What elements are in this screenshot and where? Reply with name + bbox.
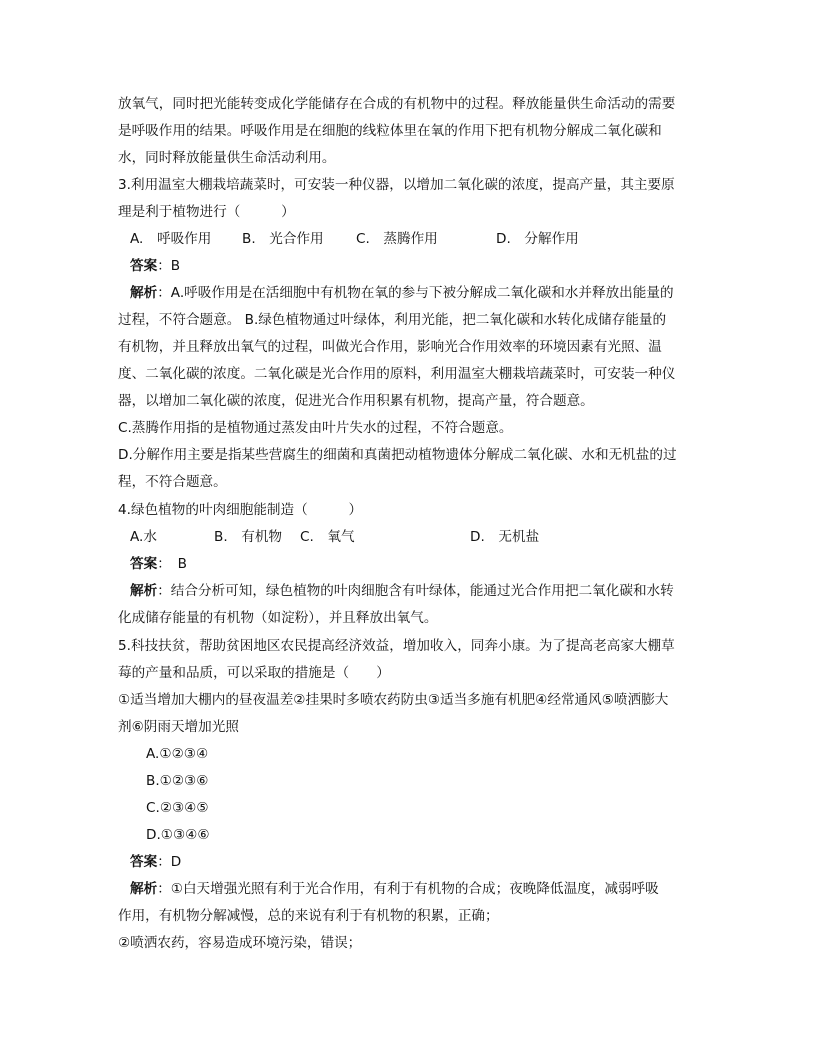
option-c: C.②③④⑤ — [146, 800, 209, 816]
answer-value: ： B — [157, 556, 187, 572]
option-d: D. 无机盐 — [470, 529, 540, 545]
text-line: 放氧气，同时把光能转变成化学能储存在合成的有机物中的过程。释放能量供生命活动的需要 — [118, 96, 676, 112]
text-line: 程，不符合题意。 — [118, 474, 227, 490]
option-b: B.①②③⑥ — [146, 773, 209, 789]
analysis-label: 解析 — [130, 881, 158, 897]
option-a: A.①②③④ — [146, 746, 209, 762]
question-5-items: ①适当增加大棚内的昼夜温差②挂果时多喷农药防虫③适当多施有机肥④经常通风⑤喷洒膨大 — [118, 692, 669, 708]
option-c: C. 蒸腾作用 — [356, 231, 438, 247]
text-line: ②喷洒农药，容易造成环境污染，错误； — [118, 935, 362, 951]
answer-line — [130, 554, 187, 574]
question-4-options — [130, 527, 539, 547]
option-a: A.水 — [130, 529, 157, 545]
question-5-stem: 莓的产量和品质，可以采取的措施是（ ） — [118, 665, 390, 681]
option-d: D. 分解作用 — [496, 231, 579, 247]
analysis-text: ：结合分析可知，绿色植物的叶肉细胞含有叶绿体，能通过光合作用把二氧化碳和水转 — [157, 583, 674, 599]
text-line: 过程，不符合题意。 B.绿色植物通过叶绿体，利用光能，把二氧化碳和水转化成储存能量的 — [118, 312, 667, 328]
text-line: D.分解作用主要是指某些营腐生的细菌和真菌把动植物遗体分解成二氧化碳、水和无机盐的过 — [118, 447, 677, 463]
analysis-text: ：A.呼吸作用是在活细胞中有机物在氧的参与下被分解成二氧化碳和水并释放出能量的 — [157, 285, 674, 301]
option-a: A. 呼吸作用 — [130, 231, 212, 247]
question-4-stem: 4.绿色植物的叶肉细胞能制造（ ） — [118, 502, 363, 518]
analysis-line — [130, 581, 674, 601]
text-line: 水，同时释放能量供生命活动利用。 — [118, 150, 336, 166]
answer-label: 答案 — [130, 854, 158, 870]
analysis-text: ：①白天增强光照有利于光合作用，有利于有机物的合成；夜晚降低温度，减弱呼吸 — [157, 881, 659, 897]
question-3-stem: 理是利于植物进行（ ） — [118, 204, 295, 220]
answer-value: ：B — [157, 258, 181, 274]
answer-line — [130, 256, 180, 276]
analysis-label: 解析 — [130, 583, 158, 599]
text-line: 器，以增加二氧化碳的浓度，促进光合作用积累有机物，提高产量，符合题意。 — [118, 393, 594, 409]
text-line: 作用，有机物分解减慢，总的来说有利于有机物的积累，正确； — [118, 908, 499, 924]
analysis-line — [130, 879, 659, 899]
analysis-line — [130, 283, 674, 303]
question-3-stem: 3.利用温室大棚栽培蔬菜时，可安装一种仪器，以增加二氧化碳的浓度，提高产量，其主要原 — [118, 177, 675, 193]
text-line: 有机物，并且释放出氧气的过程，叫做光合作用，影响光合作用效率的环境因素有光照、温 — [118, 339, 662, 355]
question-5-stem: 5.科技扶贫，帮助贫困地区农民提高经济效益，增加收入，同奔小康。为了提高老高家大棚草 — [118, 638, 675, 654]
analysis-label: 解析 — [130, 285, 158, 301]
answer-label: 答案 — [130, 556, 158, 572]
answer-label: 答案 — [130, 258, 158, 274]
option-b: B. 光合作用 — [242, 231, 324, 247]
question-5-items: 剂⑥阴雨天增加光照 — [118, 719, 239, 735]
option-b: B. 有机物 — [214, 529, 283, 545]
text-line: C.蒸腾作用指的是植物通过蒸发由叶片失水的过程，不符合题意。 — [118, 420, 513, 436]
answer-line — [130, 852, 181, 872]
option-d: D.①③④⑥ — [146, 827, 210, 843]
text-line: 是呼吸作用的结果。呼吸作用是在细胞的线粒体里在氧的作用下把有机物分解成二氧化碳和 — [118, 123, 662, 139]
option-c: C. 氧气 — [300, 529, 355, 545]
answer-value: ：D — [157, 854, 182, 870]
text-line: 度、二氧化碳的浓度。二氧化碳是光合作用的原料，利用温室大棚栽培蔬菜时，可安装一种仪 — [118, 366, 676, 382]
text-line: 化成储存能量的有机物（如淀粉），并且释放出氧气。 — [118, 610, 438, 626]
question-3-options — [130, 229, 579, 249]
